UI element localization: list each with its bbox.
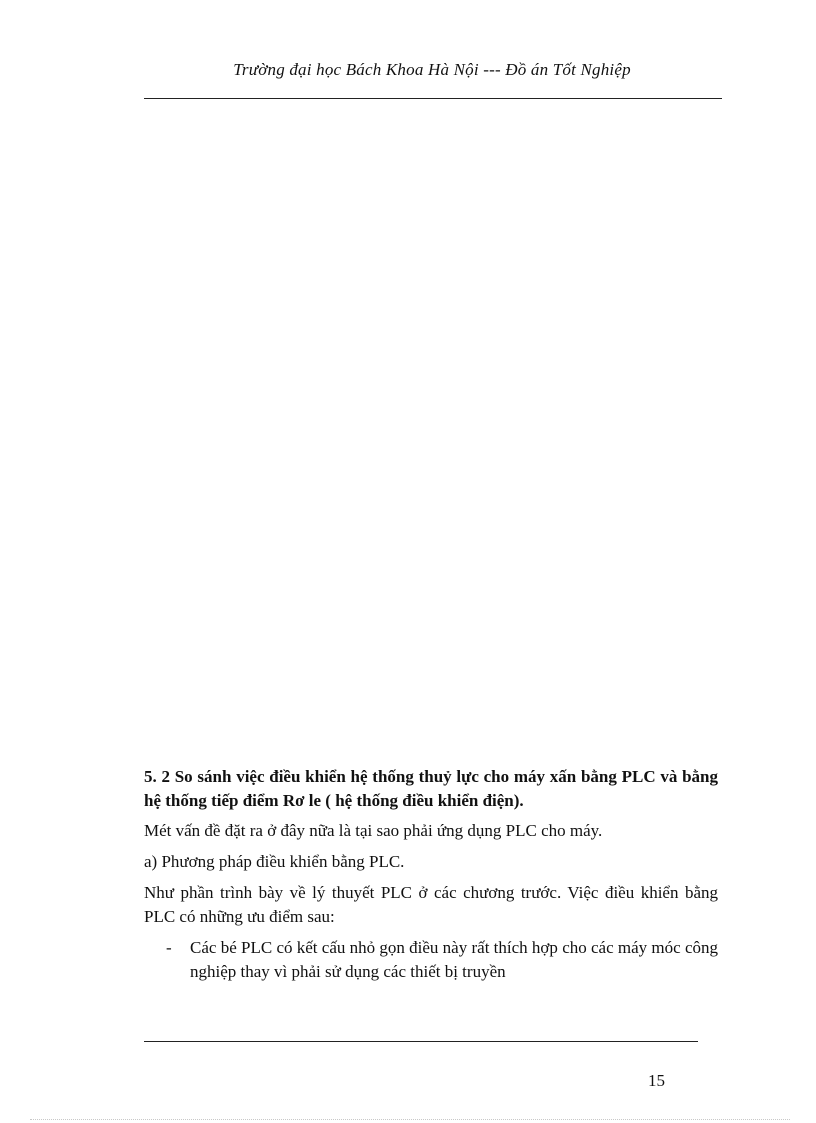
header-divider xyxy=(144,98,722,99)
bullet-text: Các bé PLC có kết cấu nhỏ gọn điều này rất thích hợp cho các máy móc công nghiệp thay vì phải sử dụng các thiết bị truyền xyxy=(190,938,718,981)
footer-divider xyxy=(144,1041,698,1042)
list-item xyxy=(144,936,718,984)
bullet-marker: - xyxy=(166,938,172,957)
bullet-list xyxy=(144,936,718,984)
page-edge-divider xyxy=(30,1119,790,1120)
page-content xyxy=(144,765,718,984)
section-heading: 5. 2 So sánh việc điều khiển hệ thống thuỷ lực cho máy xấn bằng PLC và bằng hệ thống tiếp điểm Rơ le ( hệ thống điều khiển điện). xyxy=(144,767,718,810)
subsection-heading: a) Phương pháp điều khiển bằng PLC. xyxy=(144,852,405,871)
paragraph: Như phần trình bày về lý thuyết PLC ở các chương trước. Việc điều khiển bằng PLC có những ưu điểm sau: xyxy=(144,883,718,926)
page-header-title: Trường đại học Bách Khoa Hà Nội --- Đồ án Tốt Nghiệp xyxy=(233,60,631,79)
paragraph: Mét vấn đề đặt ra ở đây nữa là tại sao phải ứng dụng PLC cho máy. xyxy=(144,821,603,840)
page-number: 15 xyxy=(648,1071,665,1090)
